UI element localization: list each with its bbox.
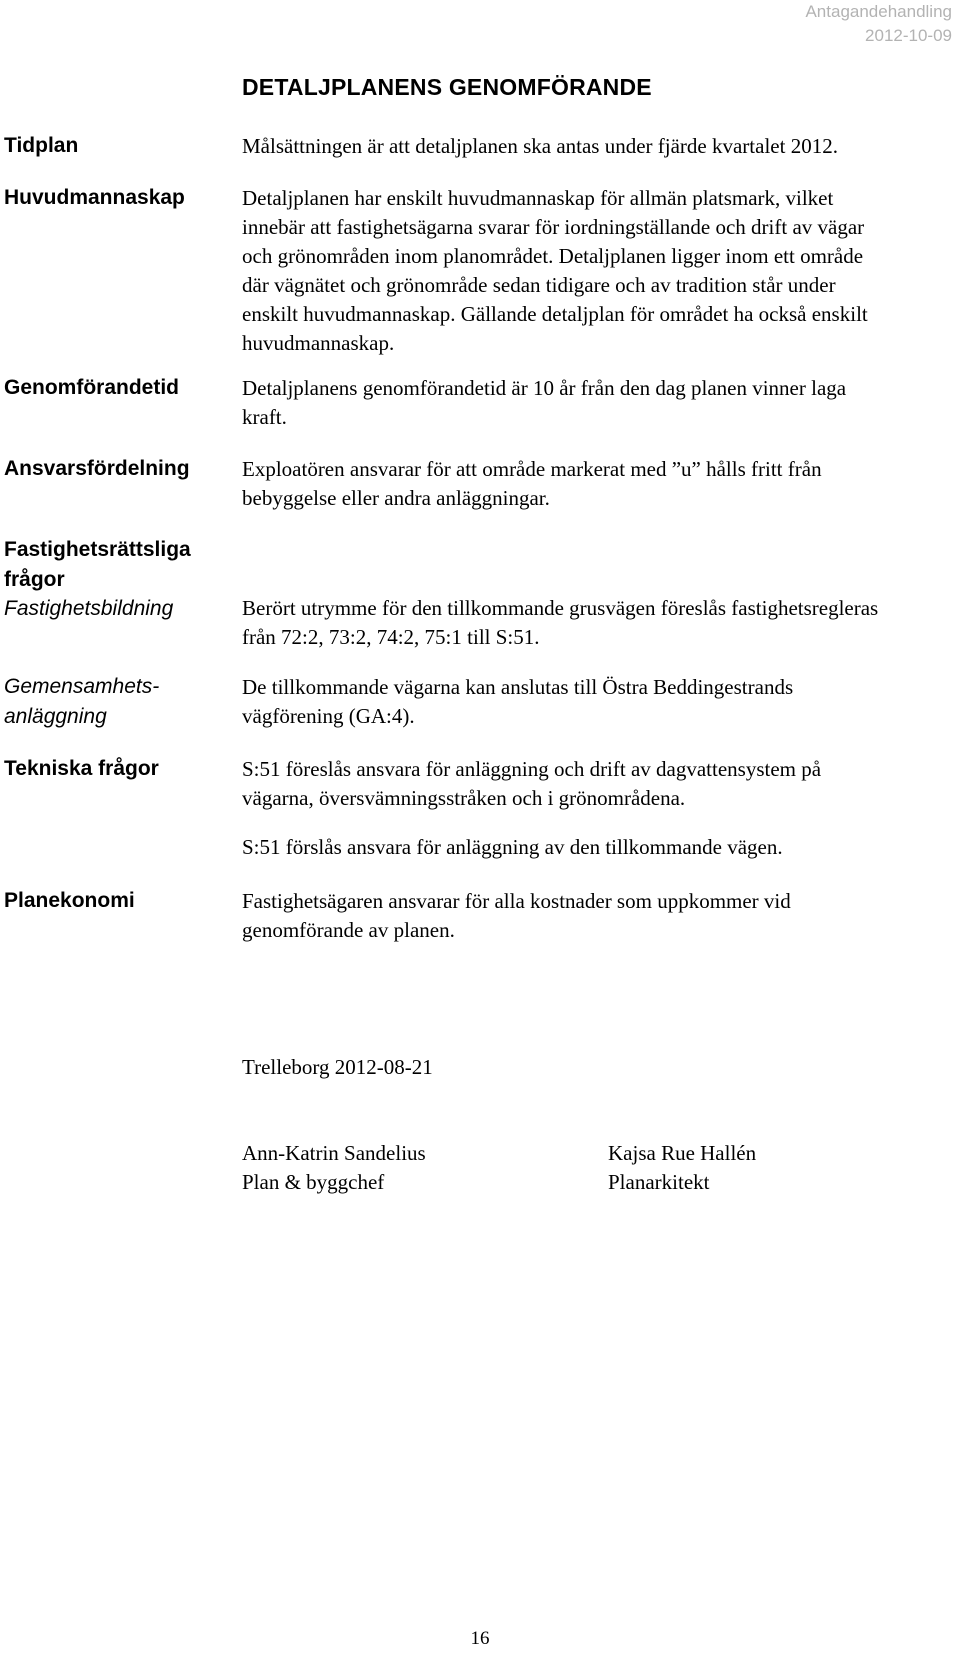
document-date: 2012-10-09 — [865, 26, 952, 45]
text-line: Berört utrymme för den tillkommande grusvägen föreslås fastighetsregleras — [242, 596, 879, 620]
label-fastighetsrattsliga-line1: Fastighetsrättsliga — [4, 538, 191, 561]
text-line: De tillkommande vägarna kan anslutas till Östra Beddingestrands — [242, 675, 794, 699]
text-line: innebär att fastighetsägarna svarar för iordningställande och drift av vägar — [242, 215, 865, 239]
paragraph-ansvarsfordelning — [242, 455, 942, 513]
paragraph-tekniska-fragor — [242, 755, 942, 813]
label-fastighetsbildning: Fastighetsbildning — [4, 597, 174, 620]
label-gemensamhet-line1: Gemensamhets- — [4, 675, 160, 698]
signatory-title: Plan & byggchef — [242, 1170, 385, 1194]
label-tekniska-fragor: Tekniska frågor — [4, 757, 159, 780]
paragraph-fastighetsbildning — [242, 594, 942, 652]
page-number: 16 — [470, 1628, 490, 1649]
text-line: genomförande av planen. — [242, 918, 455, 942]
text-line: där vägnätet och grönområde sedan tidigare och av tradition står under — [242, 273, 836, 297]
label-genomforandetid: Genomförandetid — [4, 376, 180, 399]
paragraph-genomforandetid — [242, 374, 942, 432]
label-fastighetsrattsliga-fragor — [4, 535, 191, 595]
text-line: enskilt huvudmannaskap. Gällande detaljplan för området ha också enskilt — [242, 302, 868, 326]
label-ansvarsfordelning: Ansvarsfördelning — [4, 457, 190, 480]
signature-person-2 — [608, 1139, 756, 1197]
paragraph-tekniska-vag — [242, 833, 942, 862]
text-line: Detaljplanen har enskilt huvudmannaskap för allmän platsmark, vilket — [242, 186, 834, 210]
paragraph-tidplan — [242, 132, 942, 161]
paragraph-planekonomi — [242, 887, 942, 945]
text-line: vägarna, översvämningsstråken och i grönområdena. — [242, 786, 686, 810]
text-line: vägförening (GA:4). — [242, 704, 415, 728]
signatory-name: Kajsa Rue Hallén — [608, 1141, 757, 1165]
label-fastighetsrattsliga-line2: frågor — [4, 568, 65, 591]
paragraph-huvudmannaskap — [242, 184, 942, 358]
label-gemensamhetsanlaggning — [4, 672, 159, 732]
label-huvudmannaskap: Huvudmannaskap — [4, 186, 185, 209]
text-line: S:51 föreslås ansvara för anläggning och drift av dagvattensystem på — [242, 757, 822, 781]
text-line: bebyggelse eller andra anläggningar. — [242, 486, 550, 510]
text-line: huvudmannaskap. — [242, 331, 395, 355]
label-gemensamhet-line2: anläggning — [4, 705, 107, 728]
signature-place-date: Trelleborg 2012-08-21 — [242, 1055, 433, 1079]
paragraph-gemensamhetsanlaggning — [242, 673, 942, 731]
text-line: S:51 förslås ansvara för anläggning av den tillkommande vägen. — [242, 835, 783, 859]
section-title: DETALJPLANENS GENOMFÖRANDE — [242, 74, 652, 100]
text-line: Fastighetsägaren ansvarar för alla kostnader som uppkommer vid — [242, 889, 791, 913]
text-line: Exploatören ansvarar för att område markerat med ”u” hålls fritt från — [242, 457, 822, 481]
label-planekonomi: Planekonomi — [4, 889, 135, 912]
document-header — [805, 0, 952, 48]
signature-person-1 — [242, 1139, 426, 1197]
text-line: och grönområden inom planområdet. Detaljplanen ligger inom ett område — [242, 244, 864, 268]
label-tidplan: Tidplan — [4, 134, 79, 157]
signatory-title: Planarkitekt — [608, 1170, 710, 1194]
text-line: Detaljplanens genomförandetid är 10 år från den dag planen vinner laga — [242, 376, 847, 400]
text-line: Målsättningen är att detaljplanen ska antas under fjärde kvartalet 2012. — [242, 134, 838, 158]
document-status: Antagandehandling — [805, 2, 952, 21]
text-line: från 72:2, 73:2, 74:2, 75:1 till S:51. — [242, 625, 540, 649]
text-line: kraft. — [242, 405, 287, 429]
signatory-name: Ann-Katrin Sandelius — [242, 1141, 426, 1165]
